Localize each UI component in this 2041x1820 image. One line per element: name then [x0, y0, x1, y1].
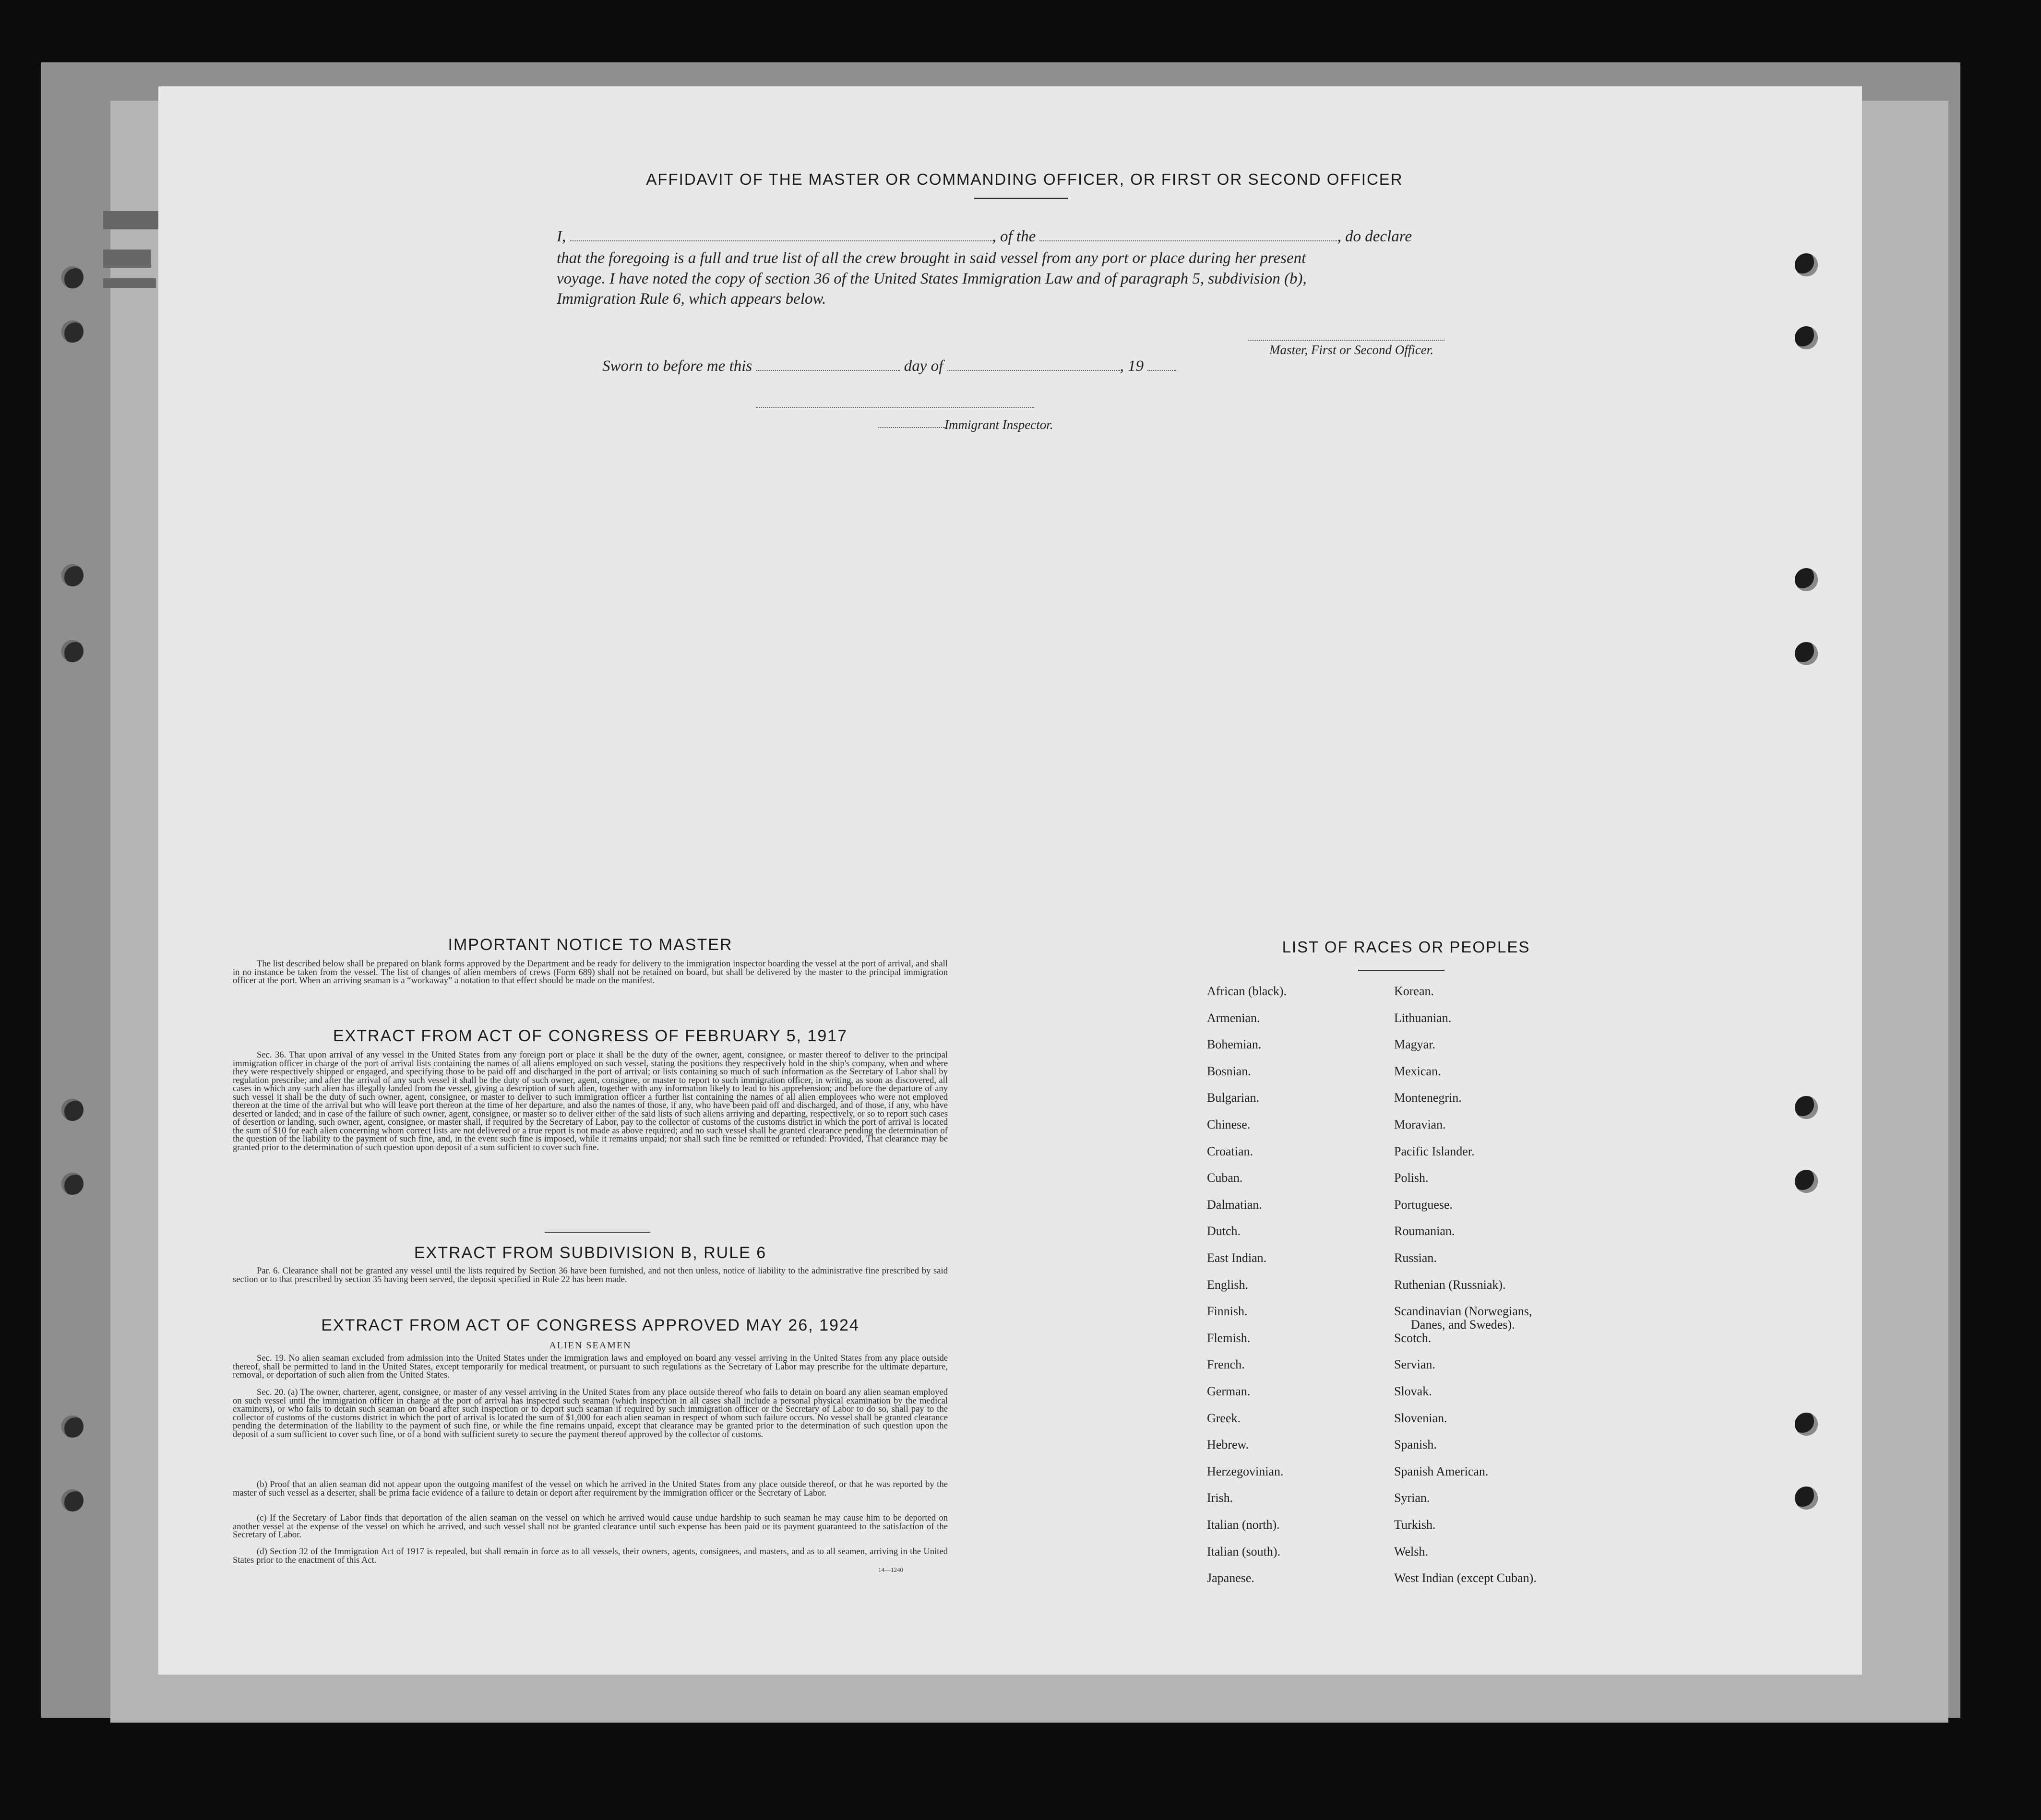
extract-1917-text: Sec. 36. That upon arrival of any vessel in the United States from any foreign port or place it shall be the duty of the owner, agent, consignee, or master thereof to deliver to the principal immigration officer in charge of the port of arrival lists containing the names of all aliens employed on such vessel, stating the positions they respectively hold in the ship's company, when and where they were respectively shipped or engaged, and specifying those to be paid off and discharged in the port of arrival; or lists containing so much of such information as the Secretary of Labor shall by regulation prescribe; and after the arrival of any such vessel it shall be the duty of such owner, agent, consignee, or master to report to such immigration officer, in writing, as soon as discovered, all cases in which any such alien has illegally landed from the vessel, giving a description of such alien, together with any information likely to lead to his apprehension; and before the departure of any such vessel it shall be the duty of such owner, agent, consignee, or master to deliver to such immigration officer a further list containing the names of all alien employees who were not employed thereon at the time of the arrival but who will leave port thereon at the time of her departure, and also the names of those, if any, who have been paid off and discharged, and of those, if any, who have deserted or landed; and in case of the failure of such owner, agent, consignee, or master so to deliver either of the said lists of such aliens arriving and departing, respectively, or so to report such cases of desertion or landing, such owner, agent, consignee, or master shall, if required by the Secretary of Labor, pay to the collector of customs of the customs district in which the port of arrival is located the sum of $10 for each alien concerning whom correct lists are not delivered or a true report is not made as above required; and no such vessel shall be granted clearance pending the determination of the question of the liability to the payment of such fine, and, in the event such fine is imposed, while it remains unpaid; nor shall such fine be remitted or refunded: Provided, That clearance may be granted prior to the determination of such question upon deposit of a sum sufficient to cover such fine. — [233, 1050, 948, 1153]
master-signature-line — [1248, 340, 1444, 341]
race-item: Turkish. — [1394, 1518, 1436, 1532]
race-item: Roumanian. — [1394, 1224, 1455, 1238]
race-item: Magyar. — [1394, 1037, 1435, 1051]
month-blank — [947, 370, 1120, 371]
race-item: Lithuanian. — [1394, 1011, 1452, 1025]
race-item: Bosnian. — [1207, 1064, 1251, 1078]
binder-hole — [61, 1489, 84, 1511]
binder-hole — [61, 564, 84, 586]
affidavit-line-3: voyage. I have noted the copy of section 36 of the United States Immigration Law and of paragraph 5, subdivision (b), — [557, 270, 1307, 287]
name-blank — [570, 240, 992, 241]
affidavit-line-4: Immigration Rule 6, which appears below. — [557, 290, 826, 308]
binder-hole — [1795, 253, 1818, 276]
race-item: Welsh. — [1394, 1545, 1428, 1558]
race-item: West Indian (except Cuban). — [1394, 1571, 1537, 1585]
year-label: , 19 — [1120, 357, 1144, 375]
race-item: Italian (south). — [1207, 1545, 1281, 1558]
stub-mark — [103, 250, 151, 268]
race-item: Spanish American. — [1394, 1464, 1489, 1478]
extract-1917-title: EXTRACT FROM ACT OF CONGRESS OF FEBRUARY 5, 1917 — [333, 1027, 848, 1045]
title-rule — [974, 198, 1068, 199]
affidavit-line-2: that the foregoing is a full and true list of all the crew brought in said vessel from any port or place during her present — [557, 250, 1306, 267]
binder-hole — [61, 640, 84, 662]
binder-hole — [1795, 1096, 1818, 1119]
do-declare-label: , do declare — [1337, 228, 1412, 245]
race-item: Spanish. — [1394, 1438, 1437, 1451]
race-item: Dalmatian. — [1207, 1198, 1262, 1212]
race-item: German. — [1207, 1384, 1251, 1398]
race-item: Bohemian. — [1207, 1037, 1262, 1051]
stub-mark — [103, 211, 161, 229]
race-item: Dutch. — [1207, 1224, 1241, 1238]
extract-1924-sec19: Sec. 19. No alien seaman excluded from admission into the United States under the immigration laws and employed on board any vessel arriving in the United States from any place outside thereof, shall be permitted to land in the United States, except temporarily for medical treatment, or pursuant to such regulations as the Secretary of Labor may prescribe for the ultimate departure, removal, or deportation of such alien from the United States. — [233, 1353, 948, 1380]
sworn-line — [602, 357, 1176, 375]
binder-hole — [61, 266, 84, 288]
race-item: Slovak. — [1394, 1384, 1432, 1398]
race-item: Servian. — [1394, 1357, 1435, 1371]
races-title: LIST OF RACES OR PEOPLES — [1282, 938, 1530, 956]
notice-title: IMPORTANT NOTICE TO MASTER — [448, 936, 733, 954]
vessel-blank — [1039, 240, 1337, 241]
binder-hole — [1795, 1170, 1818, 1193]
race-item: Finnish. — [1207, 1304, 1248, 1318]
binder-hole — [61, 321, 84, 343]
race-item: Portuguese. — [1394, 1198, 1453, 1212]
race-item: French. — [1207, 1357, 1245, 1371]
race-item: Irish. — [1207, 1491, 1233, 1505]
race-item: Montenegrin. — [1394, 1091, 1462, 1105]
binder-hole — [1795, 326, 1818, 349]
notice-text: The list described below shall be prepared on blank forms approved by the Department and be ready for delivery to the immigration inspector boarding the vessel at the port of arrival, and shall in no instance be taken from the vessel. The list of changes of alien members of crews (Form 689) shall not be retained on board, but shall be delivered by the master to the principal immigration officer at the port. When an arriving seaman is a “workaway” a notation to that effect should be made on the manifest. — [233, 959, 948, 986]
binder-hole — [61, 1099, 84, 1121]
race-item: Ruthenian (Russniak). — [1394, 1278, 1506, 1292]
extract-1924-sec20c: (c) If the Secretary of Labor finds that deportation of the alien seaman on the vessel on which he arrived would cause undue hardship to such seaman he may cause him to be deported on another vessel at the expense of the vessel on which he arrived, and such vessel shall not be granted clearance until such expense has been paid or its payment guaranteed to the satisfaction of the Secretary of Labor. — [233, 1513, 948, 1540]
race-item: Moravian. — [1394, 1118, 1446, 1131]
race-item: Japanese. — [1207, 1571, 1254, 1585]
day-of-label: day of — [904, 357, 943, 375]
binder-hole — [1795, 1487, 1818, 1510]
race-item: Hebrew. — [1207, 1438, 1249, 1451]
race-item: Mexican. — [1394, 1064, 1441, 1078]
binder-hole — [1795, 1413, 1818, 1436]
year-blank — [1147, 370, 1176, 371]
extract-1924-title: EXTRACT FROM ACT OF CONGRESS APPROVED MAY 26, 1924 — [321, 1316, 859, 1334]
extract-1924-sec20d: (d) Section 32 of the Immigration Act of 1917 is repealed, but shall remain in force as to all vessels, their owners, agents, consignees, and masters, and as to all seamen, arriving in the United States prior to the enactment of this Act. — [233, 1546, 948, 1565]
extract-1924-sec20a: Sec. 20. (a) The owner, charterer, agent, consignee, or master of any vessel arriving in the United States from any place outside thereof who fails to detain on board any alien seaman employed on such vessel until the immigration officer in charge at the port of arrival has inspected such seaman (which inspection in all cases shall include a personal physical examination by the medical examiners), or who fails to detain such seaman on board after such inspection or to deport such seaman if required by such immigration officer or the Secretary of Labor to do so, shall pay to the collector of customs of the customs district in which the port of arrival is located the sum of $1,000 for each alien seaman in respect of whom such failure occurs. No vessel shall be granted clearance pending the determination of the liability to the payment of such fine, or while the fine remains unpaid, except that clearance may be granted prior to the determination of such question upon the deposit of a sum sufficient to cover such fine, or of a bond with sufficient surety to secure the payment thereof approved by the collector of customs. — [233, 1387, 948, 1439]
affidavit-line-1 — [557, 228, 1412, 246]
affidavit-title: AFFIDAVIT OF THE MASTER OR COMMANDING OFFICER, OR FIRST OR SECOND OFFICER — [646, 170, 1403, 188]
divider — [545, 1232, 650, 1233]
inspector-signature-line — [756, 407, 1034, 408]
race-item: African (black). — [1207, 984, 1287, 998]
alien-seamen-heading: ALIEN SEAMEN — [549, 1340, 632, 1351]
extract-1924-sec20b: (b) Proof that an alien seaman did not appear upon the outgoing manifest of the vessel on which he arrived in the United States from any place outside thereof, or that he was reported by the master of such vessel as a deserter, shall be prima facie evidence of a failure to detain or deport after requirement by the immigration officer or the Secretary of Labor. — [233, 1479, 948, 1498]
i-label: I, — [557, 228, 566, 245]
race-item: Syrian. — [1394, 1491, 1430, 1505]
race-item: Herzegovinian. — [1207, 1464, 1284, 1478]
master-caption: Master, First or Second Officer. — [1269, 343, 1433, 357]
race-item: Korean. — [1394, 984, 1434, 998]
race-item: East Indian. — [1207, 1251, 1267, 1265]
binder-hole — [61, 1173, 84, 1195]
races-title-rule — [1358, 970, 1444, 971]
inspector-dots — [878, 427, 945, 428]
race-item: English. — [1207, 1278, 1248, 1292]
extract-rule6-text: Par. 6. Clearance shall not be granted any vessel until the lists required by Section 36 have been furnished, and not then unless, notice of liability to the administrative fine prescribed by said section or to that prescribed by section 35 having been served, the deposit specified in Rule 22 has been made. — [233, 1266, 948, 1285]
extract-rule6-title: EXTRACT FROM SUBDIVISION B, RULE 6 — [414, 1244, 767, 1262]
of-the-label: , of the — [992, 228, 1036, 245]
day-blank — [756, 370, 900, 371]
race-item: Chinese. — [1207, 1118, 1251, 1131]
race-item: Russian. — [1394, 1251, 1437, 1265]
race-item: Bulgarian. — [1207, 1091, 1260, 1105]
race-item: Polish. — [1394, 1171, 1429, 1185]
race-item: Armenian. — [1207, 1011, 1260, 1025]
race-item: Croatian. — [1207, 1144, 1253, 1158]
race-item: Flemish. — [1207, 1331, 1251, 1345]
binder-hole — [1795, 568, 1818, 591]
race-item-continuation: Danes, and Swedes). — [1411, 1318, 1515, 1332]
race-item: Scandinavian (Norwegians, — [1394, 1304, 1532, 1318]
race-item: Pacific Islander. — [1394, 1144, 1475, 1158]
race-item: Italian (north). — [1207, 1518, 1280, 1532]
binder-hole — [61, 1416, 84, 1438]
stub-mark — [103, 278, 156, 288]
race-item: Greek. — [1207, 1411, 1241, 1425]
form-number: 14—1240 — [878, 1566, 903, 1573]
race-item: Scotch. — [1394, 1331, 1432, 1345]
binder-hole — [1795, 642, 1818, 665]
race-item: Cuban. — [1207, 1171, 1243, 1185]
sworn-label: Sworn to before me this — [602, 357, 752, 375]
inspector-caption: Immigrant Inspector. — [944, 417, 1053, 432]
race-item: Slovenian. — [1394, 1411, 1447, 1425]
